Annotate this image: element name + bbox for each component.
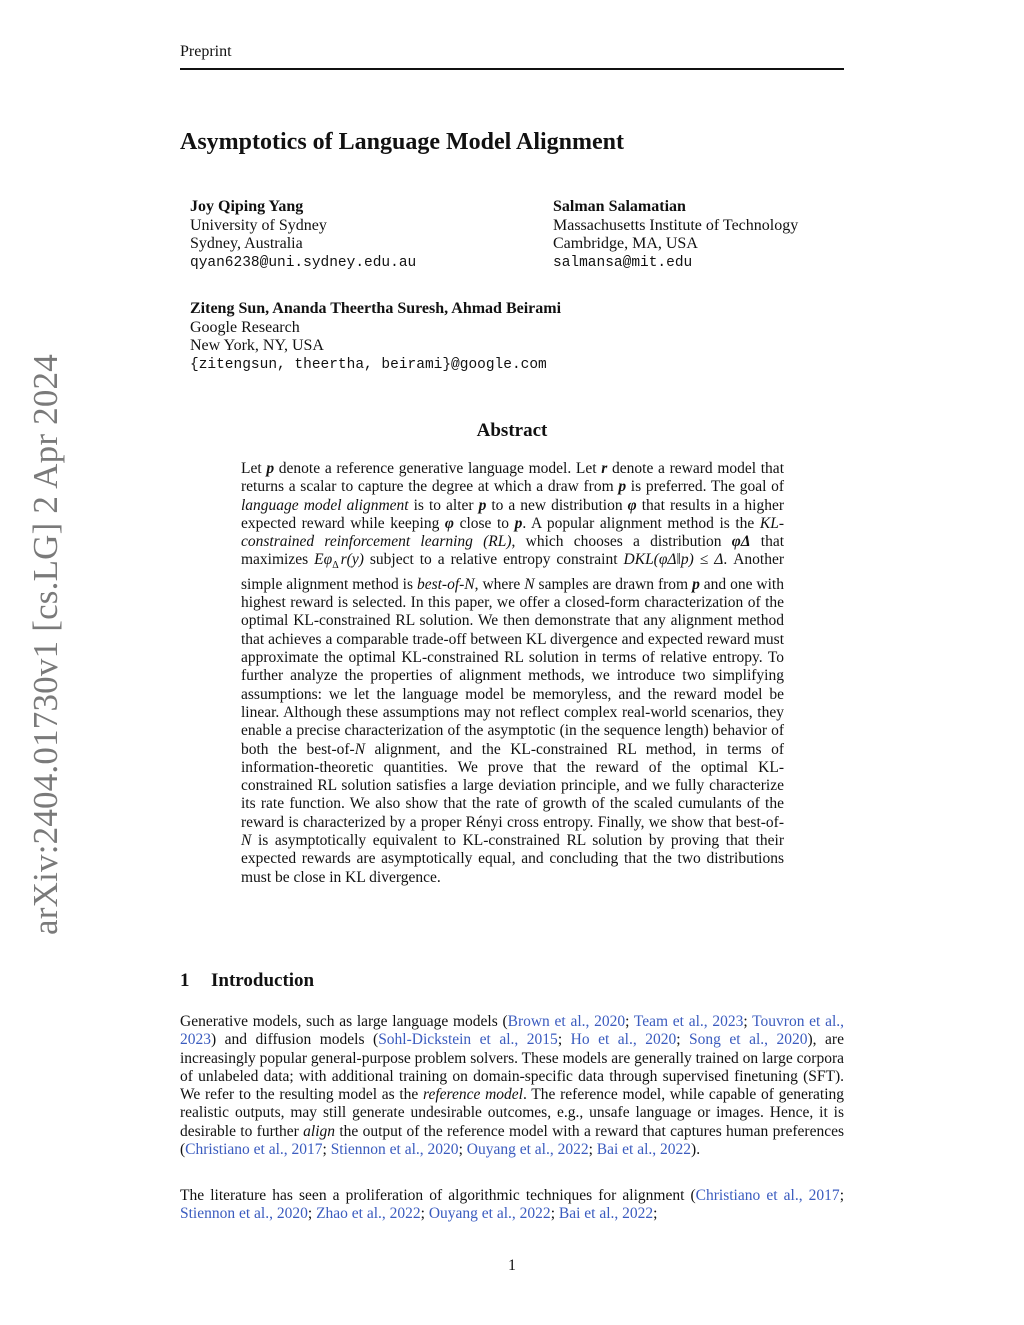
header-rule: [180, 68, 844, 70]
author-email[interactable]: salmansa@mit.edu: [553, 254, 693, 271]
author-block-1: [190, 198, 416, 272]
author-names: Joy Qiping Yang: [190, 198, 304, 215]
page-number: 1: [508, 1257, 516, 1274]
section-title: Introduction: [211, 970, 315, 991]
author-affiliation: Google Research: [190, 318, 300, 336]
citation-link[interactable]: Ouyang et al., 2022: [428, 1205, 551, 1223]
author-block-2: [553, 198, 798, 272]
citation-link[interactable]: Sohl-Dickstein et al., 2015: [378, 1031, 558, 1049]
author-affiliation: University of Sydney: [190, 216, 327, 234]
citation-link[interactable]: Brown et al., 2020: [507, 1013, 626, 1030]
author-names: Ziteng Sun, Ananda Theertha Suresh, Ahmad Beirami: [190, 300, 562, 317]
citation-link[interactable]: Team et al., 2023: [633, 1013, 744, 1030]
citation-link[interactable]: Ouyang et al., 2022: [466, 1141, 589, 1159]
section-number: 1: [180, 970, 190, 991]
citation-link[interactable]: Zhao et al., 2022: [316, 1205, 421, 1223]
citation-link[interactable]: Bai et al., 2022: [596, 1141, 692, 1159]
citation-link[interactable]: Christiano et al., 2017: [185, 1141, 323, 1159]
citation-link[interactable]: Stiennon et al., 2020: [330, 1141, 459, 1159]
header-label: Preprint: [180, 43, 232, 60]
author-location: Cambridge, MA, USA: [553, 235, 698, 252]
author-affiliation: Massachusetts Institute of Technology: [553, 216, 799, 234]
citation-link[interactable]: Bai et al., 2022: [558, 1205, 654, 1223]
arxiv-stamp: arXiv:2404.01730v1 [cs.LG] 2 Apr 2024: [26, 354, 65, 935]
citation-link[interactable]: Christiano et al., 2017: [695, 1187, 840, 1204]
citation-link[interactable]: Ho et al., 2020: [570, 1031, 677, 1049]
author-names: Salman Salamatian: [553, 198, 686, 215]
author-block-3: [190, 300, 561, 374]
paper-title: Asymptotics of Language Model Alignment: [180, 129, 624, 155]
author-location: Sydney, Australia: [190, 235, 303, 252]
section-heading-introduction: [180, 970, 314, 992]
citation-link[interactable]: Touvron et al., 2023: [180, 1013, 845, 1049]
author-email[interactable]: qyan6238@uni.sydney.edu.au: [190, 254, 417, 271]
citation-link[interactable]: Song et al., 2020: [689, 1031, 808, 1049]
abstract-heading: Abstract: [476, 420, 548, 441]
abstract-body: Let p denote a reference generative language model. Let r denote a reward model that returns a scalar to capture the degree at which a draw from p is preferred. The goal of language model alignment is to alter p to a new distribution φ that results in a higher expected reward while keeping φ close to p. A popular alignment method is the KL-constrained reinforcement learning (RL), which chooses a distribution φΔ that maximizes $E\varphi_\Delta$ r(y) subject to a relative entropy constraint DKL(φΔ‖p) ≤ Δ. Another simple alignment method is best-of-N, where N samples are drawn from p and one with highest reward is selected. In this paper, we offer a closed-form characterization of the optimal KL-constrained RL solution. We then demonstrate that any alignment method that achieves a comparable trade-off between KL divergence and expected reward must approximate the optimal KL-constrained RL solution in terms of relative entropy. To further analyze the properties of alignment methods, we introduce two simplifying assumptions: we let the language model be memoryless, and the reward model be linear. Although these assumptions may not reflect complex real-world scenarios, they enable a precise characterization of the asymptotic (in the sequence length) behavior of both the best-of-N alignment, and the KL-constrained RL method, in terms of information-theoretic quantities. We prove that the reward of the optimal KL-constrained RL solution satisfies a large deviation principle, and we fully characterize its rate function. We also show that the rate of growth of the scaled cumulants of the reward is characterized by a proper Rényi cross entropy. Finally, we show that best-of-N is asymptotically equivalent to KL-constrained RL solution by proving that their expected rewards are asymptotically equal, and concluding that the two distributions must be close in KL divergence.: [241, 460, 785, 886]
author-email[interactable]: {zitengsun, theertha, beirami}@google.com: [190, 356, 547, 373]
citation-link[interactable]: Stiennon et al., 2020: [180, 1205, 308, 1223]
intro-paragraph-2: The literature has seen a proliferation of algorithmic techniques for alignment (Christiano et al., 2017; Stiennon et al., 2020; Zhao et al., 2022; Ouyang et al., 2022; Bai et al., 2022;: [180, 1187, 844, 1223]
intro-paragraph-1: Generative models, such as large language models (Brown et al., 2020; Team et al., 2023; Touvron et al., 2023) and diffusion models (Sohl-Dickstein et al., 2015; Ho et al., 2020; Song et al., 2020), are increasingly popular general-purpose problem solvers. These models are generally trained on large corpora of unlabeled data; with additional training on domain-specific data through supervised finetuning (SFT). We refer to the resulting model as the reference model. The reference model, while capable of generating realistic outputs, may still generate undesirable outcomes, e.g., unsafe language or images. Hence, it is desirable to further align the output of the reference model with a reward that captures human preferences (Christiano et al., 2017; Stiennon et al., 2020; Ouyang et al., 2022; Bai et al., 2022).: [180, 1013, 845, 1159]
author-location: New York, NY, USA: [190, 337, 324, 354]
running-header: [180, 43, 844, 70]
